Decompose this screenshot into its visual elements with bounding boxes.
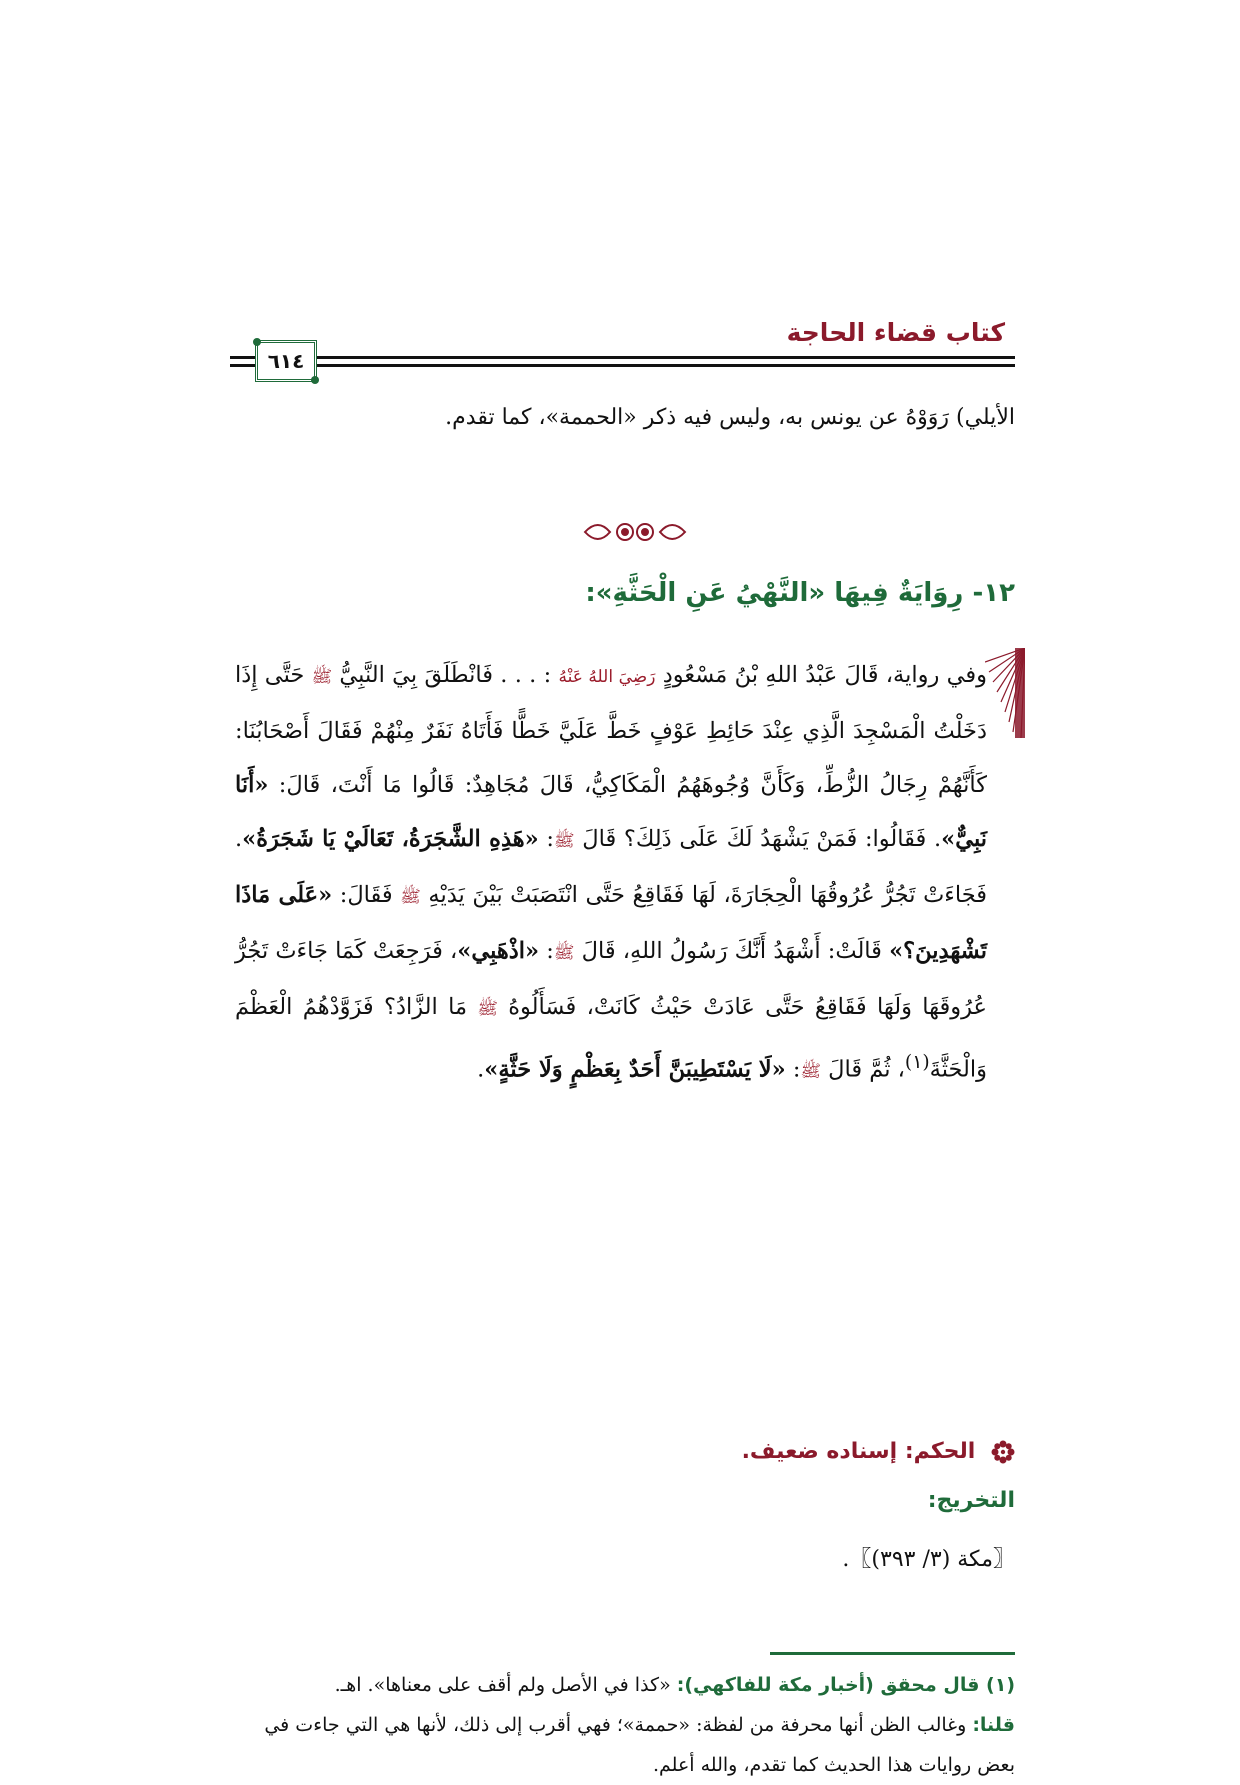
narration-segment: مَا الزَّادُ؟ فَزَوَّدْهُمُ الْعَظْمَ وَالْحَثَّةَ [235,994,987,1083]
footnote-note [235,1705,1015,1785]
book-title: كتاب قضاء الحاجة [786,318,1005,347]
takhrij-label: التخريج: [927,1488,1015,1513]
narration-segment: . [477,1056,485,1083]
footnote-1-text: «كذا في الأصل ولم أقف على معناها». اهـ. [334,1674,671,1696]
footnote-note-text: وغالب الظن أنها محرفة من لفظة: «حممة»؛ فهي أقرب إلى ذلك، لأنها هي التي جاءت في بعض روايات هذا الحديث كما تقدم، والله أعلم. [264,1714,1015,1776]
narration-segment: : . . . فَانْطَلَقَ بِيَ النَّبِيُّ [339,662,552,688]
prophet-quote: «اذْهَبِي» [457,938,540,964]
flower-icon [991,1440,1015,1464]
salawat-glyph: ﷺ [400,887,421,907]
narration-segment: ، ثُمَّ قَالَ [828,1056,905,1083]
footnote-1-label: (١) قال محقق (أخبار مكة للفاكهي): [676,1674,1015,1696]
narration-segment: وفي رواية، قَالَ عَبْدُ اللهِ بْنُ مَسْعُودٍ [662,662,988,688]
hukm-line [235,1432,1015,1472]
section-heading: ١٢- رِوَايَةٌ فِيهَا «النَّهْيُ عَنِ الْحَثَّةِ»: [585,578,1015,608]
header-rule-top [230,356,1015,359]
section-divider-ornament-icon [580,512,690,552]
header-rule-bottom [230,364,1015,367]
narration-segment: حَتَّى إِذَا دَخَلْتُ الْمَسْجِدَ الَّذِي عِنْدَ حَائِطِ عَوْفٍ خَطَّ عَلَيَّ خَطًّا فَأَتَاهُ نَفَرٌ مِنْهُمْ فَقَالَ أَصْحَابُنَا: كَأَنَّهُمْ رِجَالُ الزُّطِّ، وَكَأَنَّ وُجُوهَهُمُ الْمَكَاكِيُّ، قَالَ مُجَاهِدٌ: قَالُوا مَا أَنْتَ، قَالَ: [235,662,987,798]
narration-text [235,648,987,1099]
narration-segment: قَالَتْ: أَشْهَدُ أَنَّكَ رَسُولُ اللهِ، قَالَ [581,938,882,964]
prophet-quote: «أَنَا نَبِيٌّ» [235,772,987,852]
page-number-badge [255,340,317,382]
narration-box [235,648,1025,1378]
narration-segment: فَقَالَ: [339,882,393,908]
narration-segment: : [546,938,554,964]
salawat-glyph: ﷺ [477,999,498,1019]
footnote-1 [235,1665,1015,1705]
intro-text: الأيلي) رَوَوْهُ عن يونس به، وليس فيه ذكر «الحممة»، كما تقدم. [445,405,1015,430]
salawat-glyph: ﷺ [553,943,575,963]
radi-allahu-anhu-glyph: رَضِيَ اللهُ عَنْهُ [558,667,656,687]
takhrij-reference: 〖مكة (٣/ ٣٩٣)〗. [842,1547,1015,1572]
narration-segment: ، فَرَجِعَتْ كَمَا جَاءَتْ تَجُرُّ عُرُوقَهَا وَلَهَا فَقَاقِعُ حَتَّى عَادَتْ حَيْثُ كَانَتْ، فَسَأَلُوهُ [235,938,987,1020]
narration-segment: : [546,826,554,852]
corner-hatch-icon [985,648,1025,738]
footnotes [235,1665,1015,1785]
prophet-quote: «لَا يَسْتَطِيبَنَّ أَحَدٌ بِعَظْمٍ وَلَا حَثَّةٍ» [484,1056,786,1083]
prophet-quote: «عَلَى مَاذَا تَشْهَدِينَ؟» [235,882,988,964]
narration-segment: : [792,1056,801,1083]
salawat-glyph: ﷺ [311,667,333,687]
footnote-note-label: قلنا: [972,1714,1015,1736]
prophet-quote: «هَذِهِ الشَّجَرَةُ، تَعَالَيْ يَا شَجَرَةُ» [242,826,539,852]
hukm-value: إسناده ضعيف. [741,1439,898,1464]
hukm-label: الحكم: [904,1439,976,1464]
footnote-reference[interactable]: (١) [904,1052,930,1073]
narration-segment: . فَقَالُوا: فَمَنْ يَشْهَدُ لَكَ عَلَى ذَلِكَ؟ قَالَ [582,826,942,852]
salawat-glyph: ﷺ [553,831,575,851]
narration-segment: . فَجَاءَتْ تَجُرُّ عُرُوقُهَا الْحِجَارَةَ، لَهَا فَقَاقِعُ حَتَّى انْتَصَبَتْ بَيْنَ يَدَيْهِ [235,826,987,908]
page-number: ٦١٤ [267,349,305,373]
salawat-glyph: ﷺ [800,1061,821,1082]
footnote-divider [770,1652,1015,1655]
